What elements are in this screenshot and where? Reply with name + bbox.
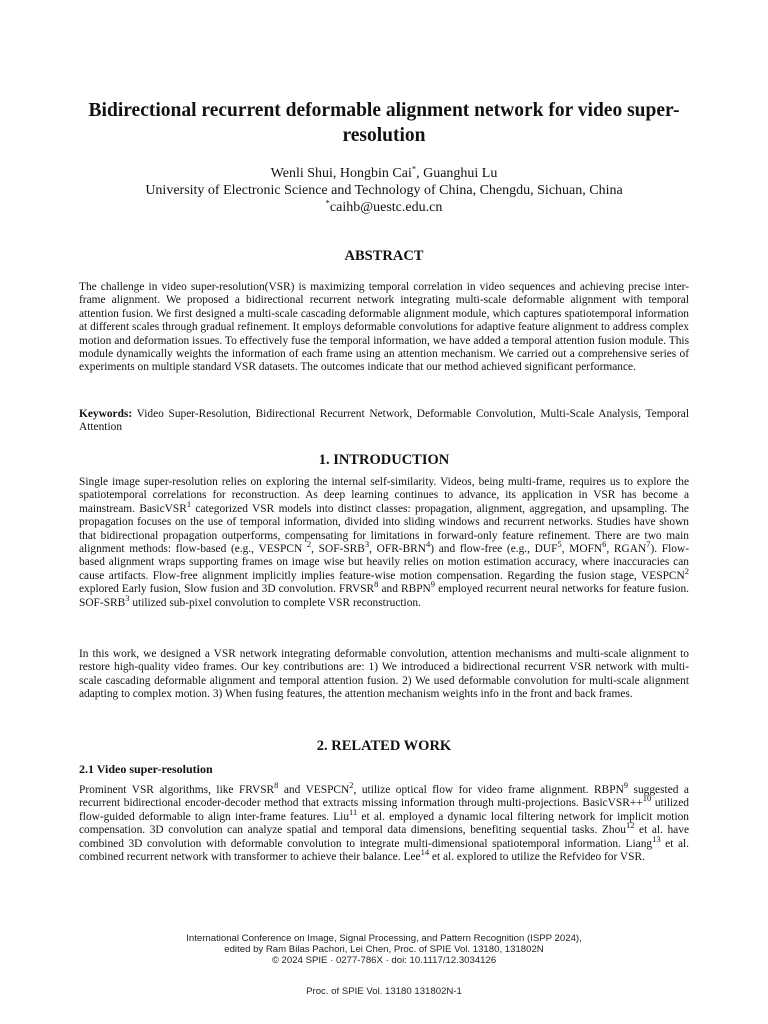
subsection-heading: 2.1 Video super-resolution xyxy=(79,762,213,776)
footer-conference: International Conference on Image, Signal Processing, and Pattern Recognition (ISPP 2024), xyxy=(186,933,582,944)
paragraph-text: , utilize optical flow for video frame alignment. RBPN xyxy=(353,784,624,796)
introduction-heading: 1. INTRODUCTION xyxy=(318,452,450,468)
paragraph-text: ). Flow-based alignment wraps supporting frames on image wise but heavily relies on motion estimation accuracy, where inaccuracies can cause artifacts. Flow-free alignment implicitly implies feature-wise motion compensation. Regarding the fusion stage, VESPCN xyxy=(79,543,689,582)
author-names-rest: , Guanghui Lu xyxy=(416,166,498,181)
email-mark: * xyxy=(325,197,330,208)
paragraph-text: , MOFN xyxy=(561,543,603,556)
citation-number: 3 xyxy=(364,539,370,550)
related-work-paragraph xyxy=(79,780,690,864)
keywords-text: Video Super-Resolution, Bidirectional Recurrent Network, Deformable Convolution, Multi-Scale Analysis, Temporal Attention xyxy=(79,408,689,434)
contact-email xyxy=(60,199,708,217)
affiliation: University of Electronic Science and Technology of China, Chengdu, Sichuan, China xyxy=(145,183,623,198)
keywords xyxy=(79,408,689,435)
email-text: caihb@uestc.edu.cn xyxy=(329,200,443,215)
footer-page-number: Proc. of SPIE Vol. 13180 131802N-1 xyxy=(306,986,462,997)
citation-number: 1 xyxy=(186,499,192,510)
abstract-heading: ABSTRACT xyxy=(344,248,424,264)
paragraph-text: , RGAN xyxy=(606,543,647,556)
author-list xyxy=(60,165,708,183)
paragraph-text: suggested a recurrent bidirectional encoder-decoder method that extracts missing information through multi-projections. BasicVSR++ xyxy=(79,784,689,810)
citation-number: 5 xyxy=(557,539,562,550)
introduction-paragraph-2: In this work, we designed a VSR network integrating deformable convolution, attention mechanisms and multi-scale alignment to restore high-quality video frames. Our key contributions are: 1) We introduced a bidirectional recurrent VSR network with multi-scale cascading deformable alignment and temporal attention fusion. 2) We used deformable convolution for multi-scale alignment adapting to complex motion. 3) When fusing features, the attention mechanism weights info in the front and back frames. xyxy=(79,648,689,701)
paragraph-text: et al. combined recurrent network with transformer to achieve their balance. Lee xyxy=(79,837,690,864)
corresponding-mark: * xyxy=(411,163,417,174)
citation-number: 12 xyxy=(625,820,635,831)
paragraph-text: categorized VSR models into distinct classes: propagation, alignment, aggregation, and upsampling. The propagation focuses on the use of temporal information, divided into sliding windows and recurrent networks. Studies have shown that bidirectional propagation outperforms, compensating for limitations in forward-only feature refinement. There are two main alignment methods: flow-based (e.g., VESPCN xyxy=(79,502,689,556)
paragraph-text: et al. employed a dynamic local filtering network for implicit motion compensation. 3D convolution can analyze spatial and temporal data dimensions, benefiting sequential tasks. Zhou xyxy=(79,810,689,837)
citation-number: 13 xyxy=(652,833,661,844)
paragraph-text: and RBPN xyxy=(378,583,431,596)
paragraph-text: utilized sub-pixel convolution to complete VSR reconstruction. xyxy=(129,596,421,609)
paragraph-text: Prominent VSR algorithms, like FRVSR xyxy=(79,784,275,796)
paragraph-text: et al. have combined 3D convolution with deformable convolution to integrate multi-dimensional spatiotemporal information. Liang xyxy=(79,824,689,850)
citation-number: 9 xyxy=(430,579,436,590)
citation-number: 8 xyxy=(374,579,379,590)
citation-number: 10 xyxy=(642,793,652,804)
paragraph-text: explored Early fusion, Slow fusion and 3D convolution. FRVSR xyxy=(79,583,375,596)
paragraph-text: et al. explored to utilize the Refvideo for VSR. xyxy=(429,851,645,864)
citation-number: 6 xyxy=(602,539,607,550)
paragraph-text: utilized flow-guided deformable to align inter-frame features. Liu xyxy=(79,797,689,823)
citation-number: 2 xyxy=(349,780,354,791)
introduction-paragraph-1 xyxy=(79,476,689,610)
citation-number: 9 xyxy=(623,780,629,791)
citation-number: 7 xyxy=(646,539,651,550)
related-work-heading: 2. RELATED WORK xyxy=(316,738,452,754)
paragraph-text: Single image super-resolution relies on exploring the internal self-similarity. Videos, being multi-frame, requires us to explore the spatiotemporal correlations for reconstruction. As deep learning continues to advance, its application in VSR has become a mainstream. BasicVSR xyxy=(79,476,689,515)
paragraph-text: , SOF-SRB xyxy=(311,543,365,556)
citation-number: 2 xyxy=(684,566,689,577)
paragraph-text: , OFR-BRN xyxy=(369,543,427,556)
citation-number: 14 xyxy=(420,847,430,858)
paper-title: Bidirectional recurrent deformable alignment network for video super-resolution xyxy=(88,100,680,146)
citation-number: 8 xyxy=(274,780,279,791)
citation-number: 11 xyxy=(349,807,358,818)
footer-editors: edited by Ram Bilas Pachori, Lei Chen, Proc. of SPIE Vol. 13180, 131802N xyxy=(224,944,544,955)
paragraph-text: ) and flow-free (e.g., DUF xyxy=(430,543,558,556)
abstract-text: The challenge in video super-resolution(VSR) is maximizing temporal correlation in video sequences and achieving precise inter-frame alignment. We proposed a bidirectional recurrent network integrating multi-scale deformable alignment with temporal attention fusion. We first designed a multi-scale cascading deformable alignment module, which captures spatiotemporal information at different scales through gradual refinement. It employs deformable convolutions for adaptive feature alignment to address complex motion and deformation issues. To effectively fuse the temporal information, we have added a temporal attention fusion module. This module dynamically weights the information of each frame using an attention mechanism. We carried out a comprehensive series of experiments on multiple standard VSR datasets. The outcomes indicate that our method achieved significant performance. xyxy=(79,281,689,374)
citation-number: 2 xyxy=(306,539,312,550)
paragraph-text: and VESPCN xyxy=(278,784,350,796)
footer-copyright: © 2024 SPIE · 0277-786X · doi: 10.1117/12.3034126 xyxy=(271,955,497,966)
keywords-label: Keywords: xyxy=(79,408,133,420)
paragraph-text: employed recurrent neural networks for feature fusion. SOF-SRB xyxy=(79,583,689,609)
author-names: Wenli Shui, Hongbin Cai xyxy=(270,166,412,181)
citation-number: 3 xyxy=(125,592,130,603)
citation-number: 4 xyxy=(426,539,431,550)
